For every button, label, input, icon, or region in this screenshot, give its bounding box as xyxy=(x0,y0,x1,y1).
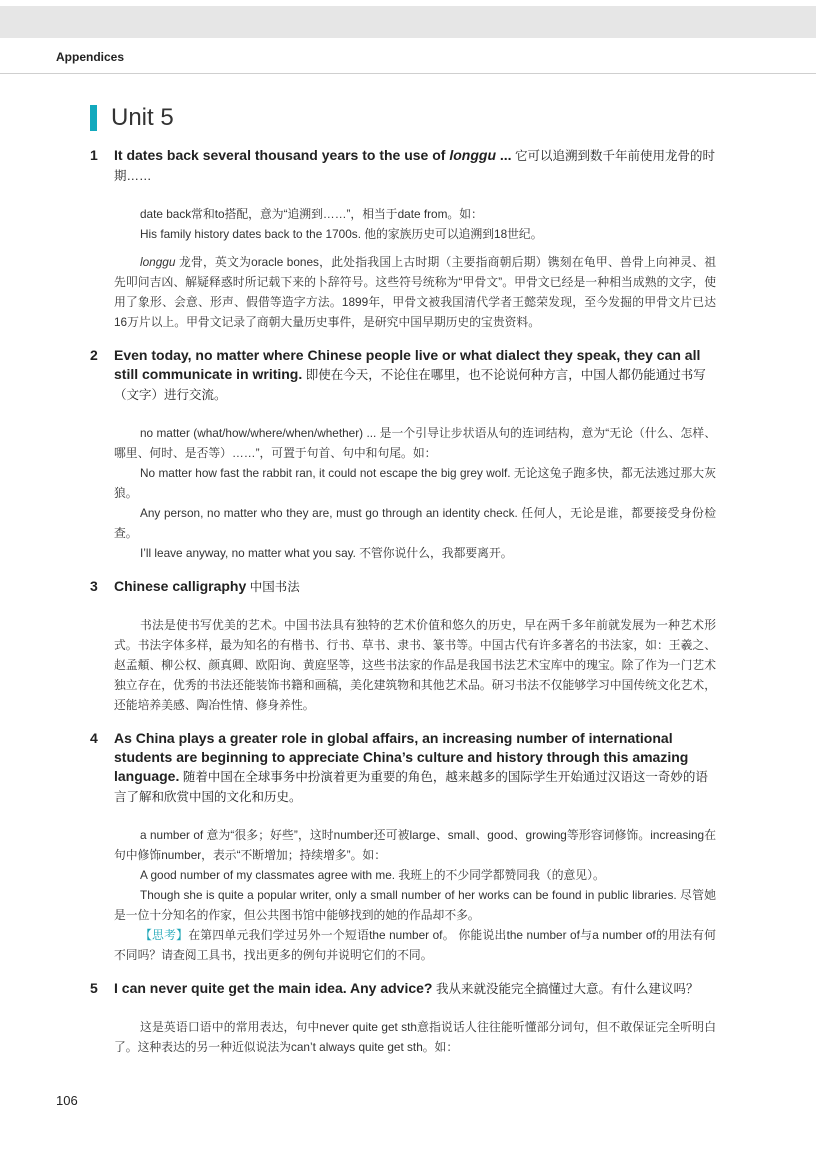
notes-content xyxy=(90,146,716,1071)
section-label: Appendices xyxy=(56,50,125,64)
think-label: 【思考】 xyxy=(140,928,189,942)
unit-accent-bar xyxy=(90,105,97,131)
note-item-4 xyxy=(90,729,716,965)
note-paragraph: 这是英语口语中的常用表达，句中never quite get sth意指说话人往往能听懂部分词句，但不敢保证完全听明白了。这种表达的另一种近似说法为can’t always quite get sth。如： xyxy=(114,1020,716,1054)
note-item-5 xyxy=(90,979,716,1057)
note-body xyxy=(90,204,716,332)
note-example: Though she is quite a popular writer, only a small number of her works can be found in public libraries. 尽管她是一位十分知名的作家，但公共图书馆中能够找到的她的作品却不多。 xyxy=(114,888,716,922)
note-example: I’ll leave anyway, no matter what you say. 不管你说什么，我都要离开。 xyxy=(140,546,513,560)
note-example: A good number of my classmates agree with me. 我班上的不少同学都赞同我（的意见）。 xyxy=(140,868,605,882)
note-paragraph: a number of 意为“很多；好些”，这时number还可被large、small、good、growing等形容词修饰。increasing在句中修饰number，表示“不断增加；持续增多”。如： xyxy=(114,828,716,862)
note-paragraph: 书法是使书写优美的艺术。中国书法具有独特的艺术价值和悠久的历史，早在两千多年前就发展为一种艺术形式。书法字体多样，最为知名的有楷书、行书、草书、隶书、篆书等。中国古代有许多著名的书法家，如：王羲之、赵孟頫、柳公权、颜真卿、欧阳询、黄庭坚等，这些书法家的作品是我国书法艺术宝库中的瑰宝。除了作为一门艺术独立存在，优秀的书法还能装饰书籍和画稿，美化建筑物和其他艺术品。研习书法不仅能够学习中国传统文化艺术，还能培养美感、陶冶性情、修身养性。 xyxy=(114,618,716,712)
unit-heading xyxy=(90,104,174,132)
think-prompt: 【思考】在第四单元我们学过另外一个短语the number of。 你能说出the number of与a number of的用法有何不同吗？请查阅工具书，找出更多的例句并说明它们的不同。 xyxy=(114,928,716,962)
note-paragraph: no matter (what/how/where/when/whether) ... 是一个引导让步状语从句的连词结构，意为“无论（什么、怎样、哪里、何时、是否等）……”，可置于句首、句中和句尾。如： xyxy=(114,426,716,460)
note-number: 5 xyxy=(90,980,98,996)
note-number: 4 xyxy=(90,730,98,746)
note-number: 3 xyxy=(90,578,98,594)
note-headline: As China plays a greater role in global affairs, an increasing number of international students are beginning to appreciate China’s culture and history through this amazing language. 随着中国在全球事务中扮演着更为重要的角色，越来越多的国际学生开始通过汉语这一奇妙的语言了解和欣赏中国的文化和历史。 xyxy=(114,730,708,804)
note-item-2 xyxy=(90,346,716,563)
unit-title: Unit 5 xyxy=(111,104,174,131)
note-item-1 xyxy=(90,146,716,332)
note-body xyxy=(90,423,716,563)
note-example: Any person, no matter who they are, must go through an identity check. 任何人，无论是谁，都要接受身份检查。 xyxy=(114,506,716,540)
note-number: 1 xyxy=(90,147,98,163)
note-headline: Even today, no matter where Chinese people live or what dialect they speak, they can all still communicate in writing. 即使在今天，不论住在哪里，也不论说何种方言，中国人都仍能通过书写（文字）进行交流。 xyxy=(114,347,706,402)
note-headline: It dates back several thousand years to the use of longgu ... 它可以追溯到数千年前使用龙骨的时期…… xyxy=(114,147,716,183)
top-band xyxy=(0,6,816,38)
note-body xyxy=(90,825,716,965)
note-heading xyxy=(90,577,716,597)
note-heading xyxy=(90,146,716,186)
note-paragraph: longgu 龙骨，英文为oracle bones，此处指我国上古时期（主要指商朝后期）镌刻在龟甲、兽骨上向神灵、祖先叩问吉凶、解疑释惑时所记载下来的卜辞符号。这些符号统称为“甲骨文”。甲骨文已经是一种相当成熟的文字，使用了象形、会意、形声、假借等造字方法。1899年，甲骨文被我国清代学者王懿荣发现，至今发掘的甲骨文片已达16万片以上。甲骨文记录了商朝大量历史事件，是研究中国早期历史的宝贵资料。 xyxy=(114,255,716,329)
note-paragraph: date back常和to搭配，意为“追溯到……”，相当于date from。如： xyxy=(140,207,483,221)
note-body xyxy=(90,615,716,715)
page-number: 106 xyxy=(56,1093,78,1108)
note-heading xyxy=(90,979,716,999)
note-heading xyxy=(90,346,716,405)
section-divider xyxy=(0,73,816,74)
note-example: His family history dates back to the 1700s. 他的家族历史可以追溯到18世纪。 xyxy=(140,227,543,241)
note-item-3 xyxy=(90,577,716,715)
note-body xyxy=(90,1017,716,1057)
note-headline: I can never quite get the main idea. Any advice? 我从来就没能完全搞懂过大意。有什么建议吗？ xyxy=(114,980,699,996)
note-example: No matter how fast the rabbit ran, it could not escape the big grey wolf. 无论这兔子跑多快，都无法逃过那大灰狼。 xyxy=(114,466,716,500)
note-number: 2 xyxy=(90,347,98,363)
note-heading xyxy=(90,729,716,807)
note-headline: Chinese calligraphy 中国书法 xyxy=(114,578,300,594)
